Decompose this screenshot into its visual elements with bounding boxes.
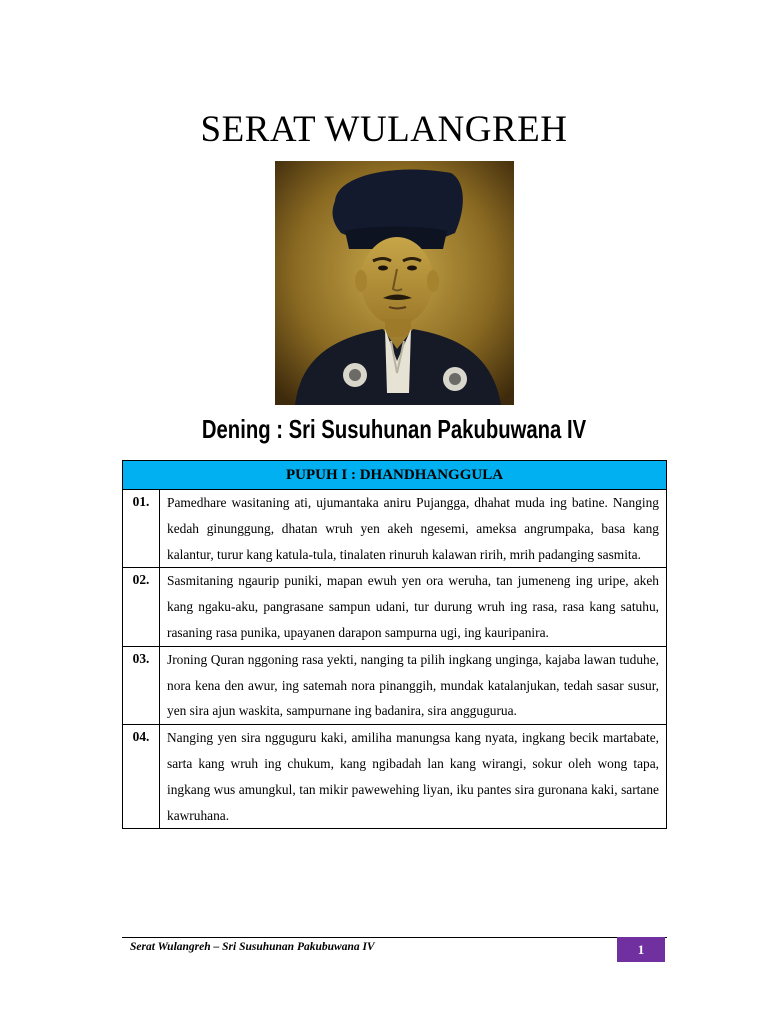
verse-number: 01. bbox=[123, 490, 160, 568]
author-line: Dening : Sri Susuhunan Pakubuwana IV bbox=[201, 414, 587, 444]
verse-text: Sasmitaning ngaurip puniki, mapan ewuh yen ora weruha, tan jumeneng ing uripe, akeh kang ngaku-aku, pangrasane sampun udani, tur durung wruh ing rasa, rasa kang satuhu, rasaning rasa punika, upayanen darapon sampurna ugi, ing kauripanira. bbox=[160, 568, 667, 646]
footer-divider bbox=[122, 937, 667, 938]
author-portrait bbox=[275, 161, 514, 405]
table-row bbox=[123, 725, 667, 829]
table-row bbox=[123, 568, 667, 646]
verse-number: 02. bbox=[123, 568, 160, 646]
verse-text: Pamedhare wasitaning ati, ujumantaka aniru Pujangga, dhahat muda ing batine. Nanging kedah ginunggung, dhatan wruh yen akeh ngesemi, ameksa angrumpaka, basa kang kalantur, turur kang katula-tula, tinalaten rinuruh kalawan ririh, mrih padanging sasmita. bbox=[160, 490, 667, 568]
verse-number: 03. bbox=[123, 646, 160, 724]
footer-text: Serat Wulangreh – Sri Susuhunan Pakubuwana IV bbox=[130, 941, 375, 953]
verse-number: 04. bbox=[123, 725, 160, 829]
verse-text: Jroning Quran nggoning rasa yekti, nanging ta pilih ingkang unginga, kajaba lawan tuduhe, nora kena den awur, ing satemah nora pinanggih, mundak katalanjukan, tedah sasar susur, yen sira ajun waskita, sampurnane ing badanira, sira anggugurua. bbox=[160, 646, 667, 724]
verse-text: Nanging yen sira ngguguru kaki, amiliha manungsa kang nyata, ingkang becik martabate, sarta kang wruh ing chukum, kang ngibadah lan kang wirangi, sokur oleh wong tapa, ingkang wus amungkul, tan mikir pawewehing liyan, iku pantes sira guronana kaki, sartane kawruhana. bbox=[160, 725, 667, 829]
verse-table bbox=[122, 460, 667, 829]
table-row bbox=[123, 646, 667, 724]
table-row bbox=[123, 490, 667, 568]
table-header: PUPUH I : DHANDHANGGULA bbox=[123, 461, 667, 490]
page-number-badge: 1 bbox=[617, 937, 665, 962]
portrait-image bbox=[275, 161, 514, 405]
page-title: SERAT WULANGREH bbox=[200, 109, 568, 150]
